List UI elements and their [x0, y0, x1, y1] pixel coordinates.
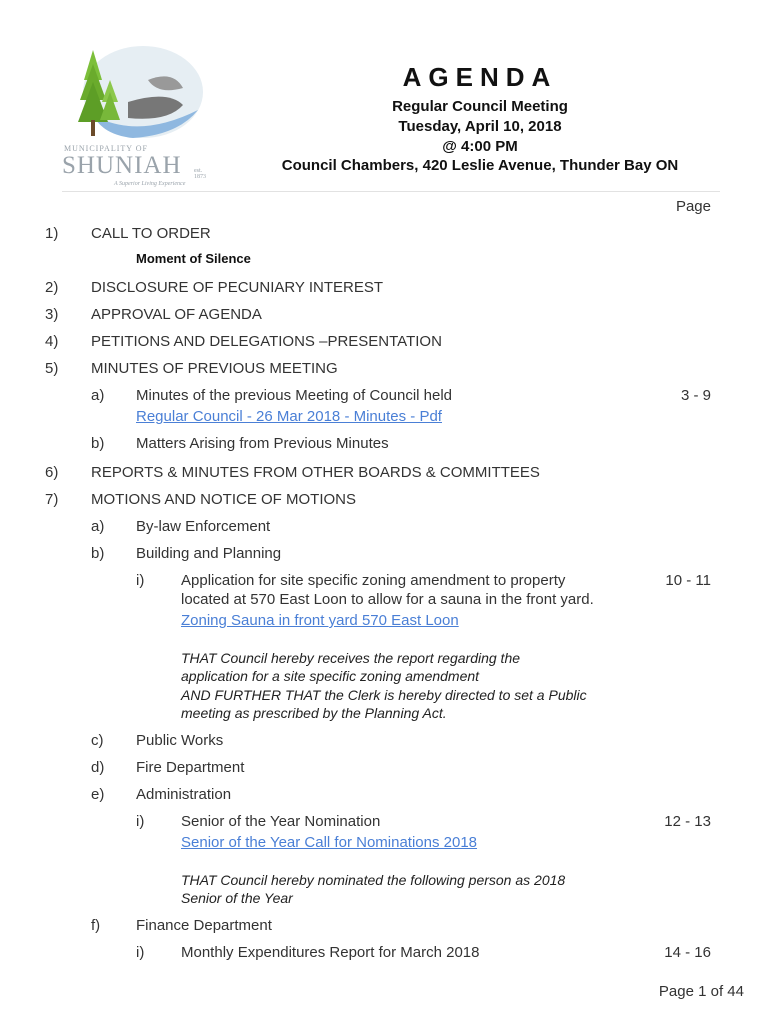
item-number: 1): [45, 225, 59, 242]
logo-wordmark: SHUNIAH: [62, 152, 182, 179]
motion-text: THAT Council hereby receives the report regarding the: [181, 650, 521, 666]
zoning-report-link[interactable]: Zoning Sauna in front yard 570 East Loon: [181, 612, 459, 629]
motion-text: THAT Council hereby nominated the following person as 2018: [181, 872, 566, 888]
subitem-letter: a): [91, 387, 105, 404]
item-number: 5): [45, 360, 59, 377]
minutes-link[interactable]: Regular Council - 26 Mar 2018 - Minutes - Pdf: [136, 408, 442, 425]
municipality-logo: [58, 40, 208, 190]
item-heading: APPROVAL OF AGENDA: [91, 306, 262, 323]
page-range: 10 - 11: [665, 572, 711, 589]
item-heading: MOTIONS AND NOTICE OF MOTIONS: [91, 491, 357, 508]
meeting-type: Regular Council Meeting: [392, 98, 568, 115]
subitem-letter: f): [91, 917, 101, 934]
item-heading: CALL TO ORDER: [91, 225, 211, 242]
subsubitem-number: i): [136, 813, 145, 830]
subitem-text: Administration: [136, 786, 232, 803]
item-heading: PETITIONS AND DELEGATIONS –PRESENTATION: [91, 333, 442, 350]
subitem-text: Public Works: [136, 732, 224, 749]
item-number: 4): [45, 333, 59, 350]
subitem-letter: c): [91, 732, 104, 749]
shuniah-emblem-icon: [58, 40, 208, 150]
motion-text: AND FURTHER THAT the Clerk is hereby directed to set a Public: [181, 687, 587, 703]
logo-tagline-top: MUNICIPALITY OF: [64, 144, 148, 153]
item-heading: DISCLOSURE OF PECUNIARY INTEREST: [91, 279, 384, 296]
meeting-time: @ 4:00 PM: [442, 138, 518, 155]
logo-est: est. 1873: [194, 168, 206, 180]
subsubitem-number: i): [136, 944, 145, 961]
subitem-letter: a): [91, 518, 105, 535]
subsubitem-text: Senior of the Year Nomination: [181, 813, 381, 830]
subitem-letter: b): [91, 435, 105, 452]
item-number: 7): [45, 491, 59, 508]
agenda-title: AGENDA: [402, 62, 558, 92]
item-heading: MINUTES OF PREVIOUS MEETING: [91, 360, 338, 377]
subitem-text: Matters Arising from Previous Minutes: [136, 435, 389, 452]
header-divider: [62, 191, 720, 192]
subitem-text: By-law Enforcement: [136, 518, 271, 535]
motion-text: application for a site specific zoning amendment: [181, 668, 480, 684]
meeting-date: Tuesday, April 10, 2018: [398, 118, 562, 135]
subitem-letter: b): [91, 545, 105, 562]
page-column-label: Page: [675, 198, 711, 215]
senior-nomination-link[interactable]: Senior of the Year Call for Nominations 2018: [181, 834, 478, 851]
motion-text: Senior of the Year: [181, 890, 293, 906]
subitem-letter: e): [91, 786, 105, 803]
item-note: Moment of Silence: [136, 251, 251, 266]
page-range: 3 - 9: [680, 387, 711, 404]
motion-text: meeting as prescribed by the Planning Act.: [181, 705, 447, 721]
meeting-location: Council Chambers, 420 Leslie Avenue, Thunder Bay ON: [281, 157, 679, 174]
subsubitem-text: Monthly Expenditures Report for March 2018: [181, 944, 480, 961]
subsubitem-number: i): [136, 572, 145, 589]
subitem-text: Building and Planning: [136, 545, 282, 562]
item-number: 6): [45, 464, 59, 481]
page-footer: Page 1 of 44: [658, 983, 744, 1000]
subitem-text: Fire Department: [136, 759, 245, 776]
subitem-letter: d): [91, 759, 105, 776]
page-range: 14 - 16: [664, 944, 711, 961]
item-heading: REPORTS & MINUTES FROM OTHER BOARDS & COMMITTEES: [91, 464, 540, 481]
logo-slogan: A Superior Living Experience: [114, 181, 186, 187]
subitem-text: Finance Department: [136, 917, 272, 934]
subsubitem-text: Application for site specific zoning amendment to property: [181, 572, 566, 589]
item-number: 3): [45, 306, 59, 323]
subsubitem-text: located at 570 East Loon to allow for a sauna in the front yard.: [181, 591, 594, 608]
item-number: 2): [45, 279, 59, 296]
subitem-text: Minutes of the previous Meeting of Council held: [136, 387, 453, 404]
page-range: 12 - 13: [664, 813, 711, 830]
